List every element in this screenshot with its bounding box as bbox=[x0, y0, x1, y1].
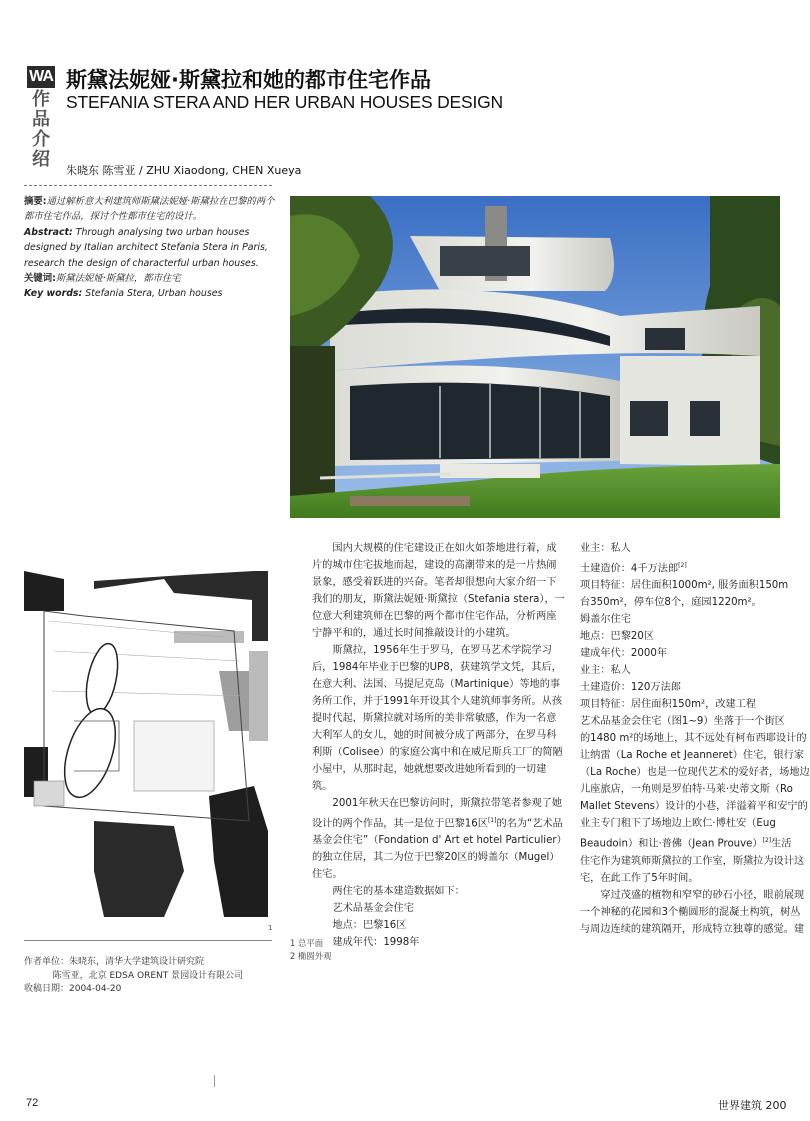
data-line: 地点：巴黎16区 bbox=[332, 920, 407, 932]
abstract-block bbox=[24, 194, 276, 302]
article-title-en: STEFANIA STERA AND HER URBAN HOUSES DESIGN bbox=[66, 92, 503, 112]
data-line: 土建造价：4千万法郎 bbox=[580, 563, 679, 575]
house-exterior-photo bbox=[290, 196, 780, 518]
text-line: 让纳雷（La Roche et Jeanneret）住宅，银行家 bbox=[580, 750, 805, 762]
text-line: 一个神秘的花园和3个椭圆形的混凝土构筑，树丛 bbox=[580, 906, 801, 918]
keywords-en-text: Stefania Stera, Urban houses bbox=[85, 288, 223, 300]
page-number: 72 bbox=[26, 1097, 39, 1109]
text-line: 穿过茂盛的植物和窄窄的砂石小径，眼前展现 bbox=[600, 889, 805, 901]
abstract-en-label: Abstract: bbox=[24, 226, 73, 238]
text-line: 儿座旅店，一角则是罗伯特·马莱·史蒂文斯（Ro bbox=[580, 784, 793, 796]
abstract-en-text: Through analysing two urban houses designed by Italian architect Stefania Stera in Paris, research the design of characterful urban houses. bbox=[24, 226, 268, 269]
affiliation-line: 作者单位：朱晓东，清华大学建筑设计研究院 bbox=[24, 957, 205, 967]
section-tag-char: 品 bbox=[32, 109, 50, 130]
body-column-1 bbox=[312, 540, 566, 951]
paragraph: 国内大规模的住宅建设正在如火如荼地进行着，成片的城市住宅拔地而起，建设的高潮带来的是一片热闹景象，感受着跃进的兴奋。笔者却很想向大家介绍一下我们的朋友，斯黛法妮娅·斯黛拉（Stefania stera），一位意大利建筑师在巴黎的两个都市住宅作品，分析两座宁静平和的，通过长时间推敲设计的小建筑。 bbox=[312, 543, 565, 639]
data-line: 地点：巴黎20区 bbox=[580, 631, 655, 643]
journal-logo: WA bbox=[27, 66, 55, 88]
text-line: Mallet Stevens）设计的小巷，洋溢着平和安宁的 bbox=[580, 801, 808, 813]
article-authors: 朱晓东 陈雪亚 / ZHU Xiaodong, CHEN Xueya bbox=[66, 164, 302, 177]
footnote-ref: [2] bbox=[762, 837, 772, 845]
footnote-ref: [1] bbox=[487, 817, 497, 824]
caption: 2 椭圆外观 bbox=[290, 951, 332, 961]
caption: 1 总平面 bbox=[290, 938, 324, 948]
keywords-cn-label: 关键词: bbox=[24, 273, 56, 285]
text-line: 生活 bbox=[771, 838, 792, 850]
journal-name: 世界建筑 200 bbox=[718, 1099, 787, 1112]
received-date: 收稿日期：2004-04-20 bbox=[24, 984, 122, 994]
paragraph: 的名为“艺术品基金会住宅”（Fondation d' Art et hotel Particulier）的独立住居，其二为位于巴黎20区的姆盖尔（Mugel）住宅。 bbox=[312, 818, 563, 881]
body-column-2 bbox=[580, 540, 810, 938]
paragraph: 两住宅的基本建造数据如下： bbox=[332, 886, 465, 898]
keywords-en-label: Key words: bbox=[24, 288, 83, 300]
data-line: 建成年代：2000年 bbox=[580, 648, 668, 660]
text-line: 的1480 m²的场地上，其不远处有柯布西耶设计的 bbox=[580, 733, 807, 745]
data-line: 姆盖尔住宅 bbox=[580, 614, 631, 626]
data-line: 业主：私人 bbox=[580, 665, 631, 677]
data-line: 项目特征：居住面积1000m², 服务面积150m bbox=[580, 580, 789, 592]
site-plan-drawing bbox=[24, 571, 268, 917]
data-line: 业主：私人 bbox=[580, 543, 631, 554]
binding-mark bbox=[214, 1075, 215, 1087]
article-title-cn: 斯黛法妮娅·斯黛拉和她的都市住宅作品 bbox=[66, 68, 431, 92]
text-line: 业主专门租下了场地边上欧仁·博杜安（Eug bbox=[580, 818, 776, 830]
data-line: 艺术品基金会住宅 bbox=[332, 903, 414, 915]
text-line: 宅，在此工作了5年时间。 bbox=[580, 872, 699, 884]
text-line: Beaudoin）和让·普佛（Jean Prouve） bbox=[580, 838, 763, 850]
data-line: 建成年代：1998年 bbox=[332, 937, 420, 949]
section-tag-char: 介 bbox=[32, 129, 50, 150]
figure-number: 1 bbox=[268, 924, 273, 932]
section-tag bbox=[27, 90, 55, 170]
author-affiliation bbox=[24, 956, 243, 997]
text-line: 与周边连续的建筑隔开，形成特立独尊的感觉。建 bbox=[580, 923, 805, 935]
text-line: 住宅作为建筑师斯黛拉的工作室，斯黛拉为设计这 bbox=[580, 855, 805, 867]
data-line: 项目特征：居住面积150m²，改建工程 bbox=[580, 699, 757, 711]
footnote-ref: [2] bbox=[678, 562, 687, 569]
footnote-rule bbox=[24, 940, 272, 941]
section-tag-char: 绍 bbox=[32, 149, 50, 170]
data-line: 土建造价：120万法郎 bbox=[580, 682, 681, 694]
text-line: （La Roche）也是一位现代艺术的爱好者，场地边 bbox=[580, 767, 810, 779]
text-line: 艺术品基金会住宅（图1~9）坐落于一个街区 bbox=[580, 716, 785, 728]
affiliation-line: 陈雪亚，北京 EDSA ORENT 景园设计有限公司 bbox=[24, 970, 244, 981]
data-line: 台350m²，停车位8个，庭园1220m²。 bbox=[580, 597, 762, 609]
abstract-cn-text: 通过解析意大利建筑师斯黛法妮娅·斯黛拉在巴黎的两个都市住宅作品，探讨个性都市住宅的设计。 bbox=[24, 196, 275, 223]
abstract-rule bbox=[24, 185, 272, 186]
keywords-cn-text: 斯黛法妮娅·斯黛拉，都市住宅 bbox=[55, 273, 181, 285]
paragraph: 斯黛拉，1956年生于罗马，在罗马艺术学院学习后，1984年毕业于巴黎的UP8，获建筑学文凭，其后，在意大利、法国、马提尼克岛（Martinique）等地的事务所工作，并于1991年开设其个人建筑师事务所。从孩提时代起，斯黛拉就对场所的美非常敏感，作为一名意大利军人的女儿，她的时间被分成了两部分，在罗马科利斯（Colisee）的家庭公寓中和在威尼斯兵工厂的简陋小屋中，从那时起，她就想要改进她所看到的一切建筑。 bbox=[312, 645, 563, 792]
section-tag-char: 作 bbox=[32, 89, 50, 110]
paragraph: 2001年秋天在巴黎访问时，斯黛拉带笔者参观了她设计的两个作品，其一是位于巴黎16区 bbox=[312, 798, 563, 830]
abstract-cn-label: 摘要: bbox=[24, 196, 47, 207]
